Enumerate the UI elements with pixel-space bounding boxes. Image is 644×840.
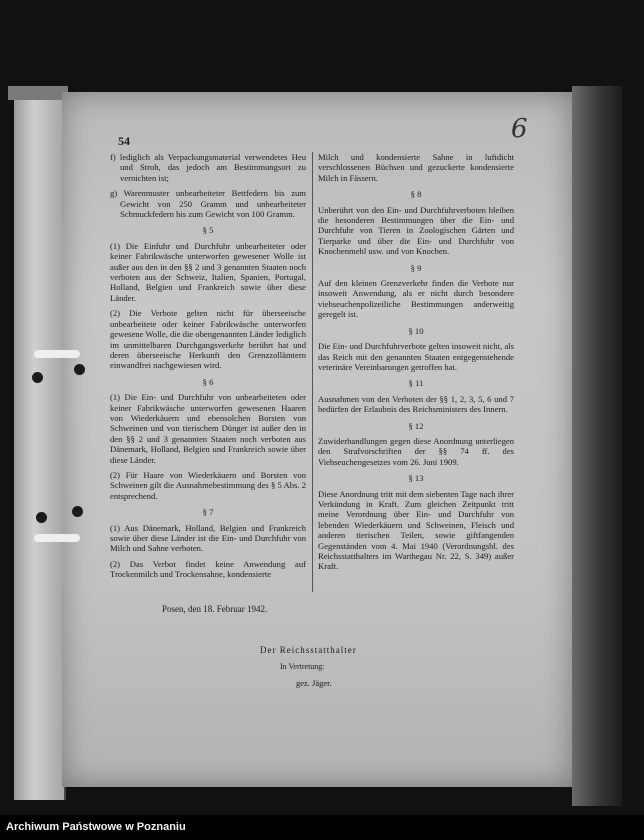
section-12-para: Zuwiderhandlungen gegen diese Anordnung unterliegen den Strafvorschriften der §§ 74 ff. des Viehseuchengesetzes vom 26. Juni 1909.: [318, 435, 514, 467]
punch-hole: [72, 506, 83, 517]
signatory-title: Der Reichsstatthalter: [260, 645, 357, 655]
section-10-title: § 10: [408, 325, 424, 336]
item-g: g) Warenmuster unbearbeiteter Bettfedern bis zum Gewicht von 250 Gramm und unbearbeiteter Schmuckfedern bis zum Gewicht von 100 Gramm.: [110, 188, 306, 220]
section-5-para-2: (2) Die Verbote gelten nicht für überseeische unbearbeitete oder keiner Fabrikwäsche unterworfen gewesene Wolle, die die obengenannten Länder lediglich im unmittelbaren Durchgangsverkehr berührt hat und deren überseeische Herkunft den Grenzzollämtern einwandfrei nachgewiesen wird.: [110, 308, 307, 371]
left-column: [110, 152, 306, 585]
place-date: Posen, den 18. Februar 1942.: [162, 604, 268, 614]
binder-clip-top: [34, 350, 80, 358]
section-12-title: § 12: [408, 420, 424, 431]
punch-hole: [36, 512, 47, 523]
right-continuation: Milch und kondensierte Sahne in luftdicht verschlossenen Büchsen und gezuckerte kondensierte Milch in Fässern.: [318, 152, 514, 183]
punch-hole: [74, 364, 85, 375]
section-9-title: § 9: [410, 262, 422, 273]
binder-spine-top: [8, 86, 68, 100]
section-9-para: Auf den kleinen Grenzverkehr finden die Verbote nur insoweit Anwendung, als er nicht durch besondere viehseuchenpolizeiliche Bestimmungen anderweitig geregelt ist.: [318, 278, 514, 320]
section-7-para-1: (1) Aus Dänemark, Holland, Belgien und Frankreich sowie über diese Länder ist die Ein- und Durchfuhr von Milch und Sahne verboten.: [110, 522, 306, 554]
section-7-para-2: (2) Das Verbot findet keine Anwendung auf Trockenmilch und Trockensahne, kondensierte: [110, 558, 306, 580]
item-f: f) lediglich als Verpackungsmaterial verwendetes Heu und Stroh, das jedoch am Bestimmungsort zu vernichten ist;: [110, 152, 306, 183]
document-page: [62, 92, 572, 787]
archive-footer: Archiwum Państwowe w Poznaniu: [0, 815, 644, 840]
binder-spine: [14, 100, 66, 800]
page-shadow: [572, 86, 622, 806]
section-7-title: § 7: [202, 507, 214, 518]
binder-clip-bottom: [34, 534, 80, 542]
section-8-para: Unberührt von den Ein- und Durchfuhrverboten bleiben die besonderen Bestimmungen über die Ein- und Durchfuhr von Tieren in Zoologischen Gärten und Tierparke und über die Ein- und Durchfuhr von Knochenmehl usw. und von Knochen.: [318, 204, 514, 257]
signatory-deputy: In Vertretung:: [280, 662, 325, 671]
section-6-para-2: (2) Für Haare von Wiederkäuern und Borsten von Schweinen gilt die Ausnahmebestimmung des § 5 Abs. 2 entsprechend.: [110, 469, 306, 501]
section-13-para: Diese Anordnung tritt mit dem siebenten Tage nach ihrer Verkündung in Kraft. Zum gleichen Zeitpunkt tritt meine Verordnung über Ein- und Durchfuhr von lebenden Wiederkäuern und Schweinen, Fleisch und anderen tierischen Teilen, sowie giftfangenden Gegenständen vom 4. Mai 1940 (Verordnungsbl. des Reichsstatthalters im Warthegau Nr. 22, S. 349) außer Kraft.: [318, 488, 514, 572]
section-5-title: § 5: [202, 225, 214, 236]
column-divider: [312, 152, 313, 592]
right-column: [318, 152, 514, 577]
section-10-para: Die Ein- und Durchfuhrverbote gelten insoweit nicht, als das Reich mit den genannten Staaten entgegenstehende veterinäre Vereinbarungen getroffen hat.: [318, 341, 514, 372]
section-5-para-1: (1) Die Einfuhr und Durchfuhr unbearbeiteter oder keiner Fabrikwäsche unterworfen gewesener Wolle ist außer aus den in den §§ 2 und 3 genannten Staaten noch verboten aus der Schweiz, Italien, Spanien, Portugal, Holland, Belgien und Frankreich sowie über diese Länder.: [110, 240, 306, 303]
section-8-title: § 8: [410, 189, 422, 200]
section-6-title: § 6: [202, 376, 214, 387]
handwritten-mark: 6: [511, 114, 528, 144]
signatory-name: gez. Jäger.: [296, 678, 332, 688]
page-number: 54: [118, 134, 130, 148]
section-6-para-1: (1) Die Ein- und Durchfuhr von unbearbeiteten oder keiner Fabrikwäsche unterworfen gewesenen Haaren von Wiederkäuern und ebensolchen Borsten von Schweinen und von tierischem Dünger ist außer den in den §§ 2 und 3 genannten Staaten noch verboten aus Dänemark, Holland, Belgien und Frankreich sowie über diese Länder.: [110, 392, 306, 465]
punch-hole: [32, 372, 43, 383]
section-13-title: § 13: [408, 473, 424, 484]
section-11-para: Ausnahmen von den Verboten der §§ 1, 2, 3, 5, 6 und 7 bedürfen der Erlaubnis des Reichsministers des Innern.: [318, 393, 514, 415]
section-11-title: § 11: [408, 378, 424, 389]
